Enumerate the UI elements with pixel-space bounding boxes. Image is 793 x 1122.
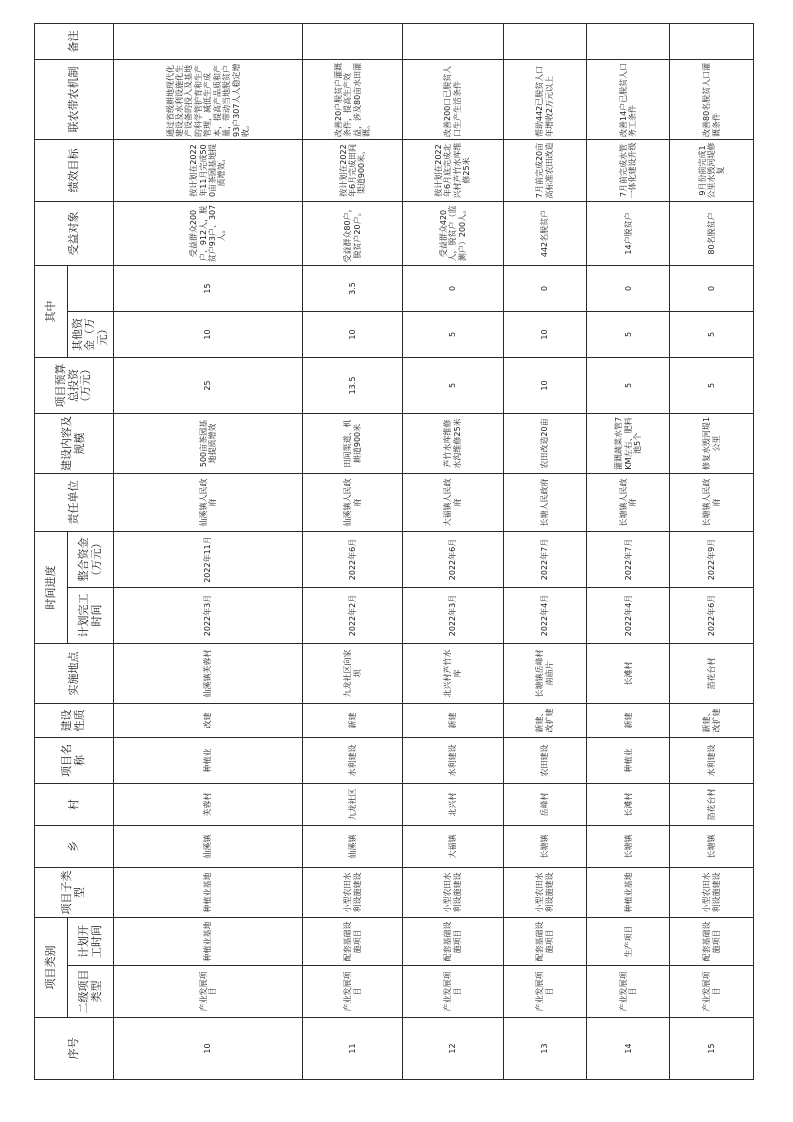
cell-nature: 改建 (113, 704, 302, 738)
header-mechanism: 联农带农机制 (35, 60, 114, 140)
cell-village: 箔花台村 (670, 784, 754, 826)
cell-mechanism: 改善80名脱贫人口灌溉条件 (670, 60, 754, 140)
cell-seq: 14 (586, 1018, 669, 1080)
cell-other: 15 (113, 266, 302, 312)
cell-beneficiary: 受益群众80户，脱贫户20户。 (303, 202, 403, 266)
cell-level2: 生产项目 (586, 918, 669, 966)
cell-category: 产业发展项目 (303, 966, 403, 1018)
cell-village: 九龙社区 (303, 784, 403, 826)
header-category: 项目类别 (35, 918, 68, 1018)
cell-level2: 配套基础设施项目 (303, 918, 403, 966)
cell-target: 按计划在2022年11月完成500亩茶园基地提质增效。 (113, 140, 302, 202)
cell-nature: 新建 (586, 704, 669, 738)
cell-name: 水利建设 (403, 738, 503, 784)
cell-remark (303, 24, 403, 60)
cell-category: 产业发展项目 (503, 966, 586, 1018)
cell-subtype: 小型农田水利设施建设 (403, 868, 503, 918)
cell-other: 0 (586, 266, 669, 312)
cell-category: 产业发展项目 (586, 966, 669, 1018)
cell-seq: 10 (113, 1018, 302, 1080)
cell-level2: 种植业基地 (113, 918, 302, 966)
cell-budget: 5 (403, 358, 503, 414)
cell-village: 北兴村 (403, 784, 503, 826)
cell-mechanism: 通过省级耕地现代化建设及水利设施化生产设备的投入及基地的科学管护育和生产管理，减低生产成本，提高产品质和产量，带动当地脱贫户93户307人人稳定增收。 (113, 60, 302, 140)
header-unit: 责任单位 (35, 474, 114, 532)
cell-location: 北兴村芦竹水库 (403, 644, 503, 704)
cell-township: 长塘镇 (503, 826, 586, 868)
cell-township: 仙溪镇 (303, 826, 403, 868)
cell-end: 2022年7月 (503, 532, 586, 588)
cell-unit: 大福镇人民政府 (403, 474, 503, 532)
cell-content: 灌溉蔬菜水管7KM左右、肥料池5个 (586, 414, 669, 474)
cell-unit: 长塘镇人民政府 (586, 474, 669, 532)
cell-target: 7月前完成20亩高标准农田改造 (503, 140, 586, 202)
cell-content: 农田改造20亩 (503, 414, 586, 474)
cell-location: 仙溪镇芙蓉村 (113, 644, 302, 704)
cell-target: 按计划在2022年6月完成田间渠道900米。 (303, 140, 403, 202)
cell-mechanism: 帮助442已脱贫人口年增收2万元以上 (503, 60, 586, 140)
cell-subtype: 小型农田水利设施建设 (503, 868, 586, 918)
table-row (503, 24, 586, 1080)
cell-budget: 13.5 (303, 358, 403, 414)
cell-budget: 10 (503, 358, 586, 414)
header-budget: 项目预算总投资（万元） (35, 358, 114, 414)
cell-integrated: 5 (403, 312, 503, 358)
cell-seq: 12 (403, 1018, 503, 1080)
cell-unit: 仙溪镇人民政府 (113, 474, 302, 532)
cell-integrated: 5 (670, 312, 754, 358)
cell-other: 0 (503, 266, 586, 312)
cell-target: 7月前完成水管一体化建设升级 (586, 140, 669, 202)
cell-nature: 新建 (403, 704, 503, 738)
header-level2: 二级项目类型 (68, 966, 114, 1018)
cell-location: 箔花台村 (670, 644, 754, 704)
cell-unit: 长塘镇人民政府 (670, 474, 754, 532)
cell-unit: 长塘人民政府 (503, 474, 586, 532)
cell-integrated: 10 (113, 312, 302, 358)
cell-integrated: 10 (303, 312, 403, 358)
cell-other: 3.5 (303, 266, 403, 312)
cell-category: 产业发展项目 (113, 966, 302, 1018)
header-subtype: 项目子类型 (35, 868, 114, 918)
header-remark: 备注 (35, 24, 114, 60)
cell-target: 9月份前完成1公里水毁河堤修复 (670, 140, 754, 202)
cell-seq: 11 (303, 1018, 403, 1080)
cell-township: 长塘镇 (670, 826, 754, 868)
cell-content: 芦竹水库维修水沟维修25米 (403, 414, 503, 474)
cell-start: 2022年6月 (670, 588, 754, 644)
cell-location: 九龙社区向家坝 (303, 644, 403, 704)
cell-beneficiary: 受益群众420人，脱贫户（监测户）200人。 (403, 202, 503, 266)
header-target: 绩效目标 (35, 140, 114, 202)
cell-subtype: 种植业基地 (113, 868, 302, 918)
cell-seq: 13 (503, 1018, 586, 1080)
cell-other: 0 (403, 266, 503, 312)
cell-remark (586, 24, 669, 60)
cell-remark (670, 24, 754, 60)
header-other: 其他资金（万元） (68, 312, 114, 358)
cell-name: 种植业 (586, 738, 669, 784)
cell-subtype: 小型农田水利设施建设 (303, 868, 403, 918)
cell-content: 500亩茶园基地提质增效 (113, 414, 302, 474)
cell-end: 2022年6月 (303, 532, 403, 588)
cell-nature: 新建 (303, 704, 403, 738)
table-row (670, 24, 754, 1080)
cell-integrated: 5 (586, 312, 669, 358)
cell-start: 2022年4月 (503, 588, 586, 644)
cell-category: 产业发展项目 (670, 966, 754, 1018)
header-location: 实施地点 (35, 644, 114, 704)
cell-nature: 新建、改扩建 (670, 704, 754, 738)
cell-subtype: 小型农田水利设施建设 (670, 868, 754, 918)
cell-category: 产业发展项目 (403, 966, 503, 1018)
cell-start: 2022年3月 (113, 588, 302, 644)
cell-target: 按计划在2022年6月底完成北兴村芦竹水库维修25米 (403, 140, 503, 202)
cell-remark (113, 24, 302, 60)
cell-remark (403, 24, 503, 60)
cell-mechanism: 改善20户脱贫户灌溉条件，提高生产效益，涉及80亩水田灌溉。 (303, 60, 403, 140)
header-of-which: 其中 (35, 266, 68, 358)
cell-content: 田间渠道、机耕道900米 (303, 414, 403, 474)
cell-township: 大福镇 (403, 826, 503, 868)
cell-start: 2022年2月 (303, 588, 403, 644)
cell-village: 岳峰村 (503, 784, 586, 826)
header-start: 计划开工时间 (68, 918, 114, 966)
cell-level2: 配套基础设施项目 (403, 918, 503, 966)
cell-budget: 25 (113, 358, 302, 414)
cell-content: 修复水毁河堤1公里 (670, 414, 754, 474)
cell-end: 2022年9月 (670, 532, 754, 588)
cell-name: 农田建设 (503, 738, 586, 784)
cell-name: 种植业 (113, 738, 302, 784)
cell-unit: 仙溪镇人民政府 (303, 474, 403, 532)
header-content: 建设内容及规模 (35, 414, 114, 474)
cell-end: 2022年11月 (113, 532, 302, 588)
cell-mechanism: 改善200口已脱贫人口生产生活条件 (403, 60, 503, 140)
header-nature: 建设性质 (35, 704, 114, 738)
header-end: 计划完工时间 (68, 588, 114, 644)
table-row (113, 24, 302, 1080)
cell-mechanism: 改善14户已脱贫人口务工条件 (586, 60, 669, 140)
header-integrated: 整合资金（万元） (68, 532, 114, 588)
table-row (586, 24, 669, 1080)
cell-start: 2022年4月 (586, 588, 669, 644)
table-row (303, 24, 403, 1080)
project-table-page (34, 30, 754, 1080)
header-village: 村 (35, 784, 114, 826)
cell-location: 长塘镇岳峰村南庙片 (503, 644, 586, 704)
header-row-1 (35, 24, 68, 1080)
header-beneficiary: 受益对象 (35, 202, 114, 266)
cell-start: 2022年3月 (403, 588, 503, 644)
cell-end: 2022年6月 (403, 532, 503, 588)
cell-remark (503, 24, 586, 60)
cell-beneficiary: 442名脱贫户 (503, 202, 586, 266)
cell-nature: 新建、改扩建 (503, 704, 586, 738)
cell-beneficiary: 14户脱贫户 (586, 202, 669, 266)
header-schedule: 时间进度 (35, 532, 68, 644)
cell-level2: 配套基础设施项目 (670, 918, 754, 966)
header-name: 项目名称 (35, 738, 114, 784)
cell-township: 仙溪镇 (113, 826, 302, 868)
project-table (34, 23, 754, 1080)
cell-name: 水利建设 (670, 738, 754, 784)
cell-village: 长滩村 (586, 784, 669, 826)
header-township: 乡 (35, 826, 114, 868)
cell-integrated: 10 (503, 312, 586, 358)
cell-beneficiary: 80名脱贫户 (670, 202, 754, 266)
header-seq: 序号 (35, 1018, 114, 1080)
cell-seq: 15 (670, 1018, 754, 1080)
table-row (403, 24, 503, 1080)
cell-name: 水利建设 (303, 738, 403, 784)
cell-beneficiary: 受益群众200户、912人，脱贫户93户、307人。 (113, 202, 302, 266)
cell-location: 长滩村 (586, 644, 669, 704)
cell-other: 0 (670, 266, 754, 312)
cell-subtype: 种植业基地 (586, 868, 669, 918)
cell-budget: 5 (586, 358, 669, 414)
cell-end: 2022年7月 (586, 532, 669, 588)
cell-budget: 5 (670, 358, 754, 414)
cell-level2: 配套基础设施项目 (503, 918, 586, 966)
cell-village: 芙蓉村 (113, 784, 302, 826)
cell-township: 长塘镇 (586, 826, 669, 868)
